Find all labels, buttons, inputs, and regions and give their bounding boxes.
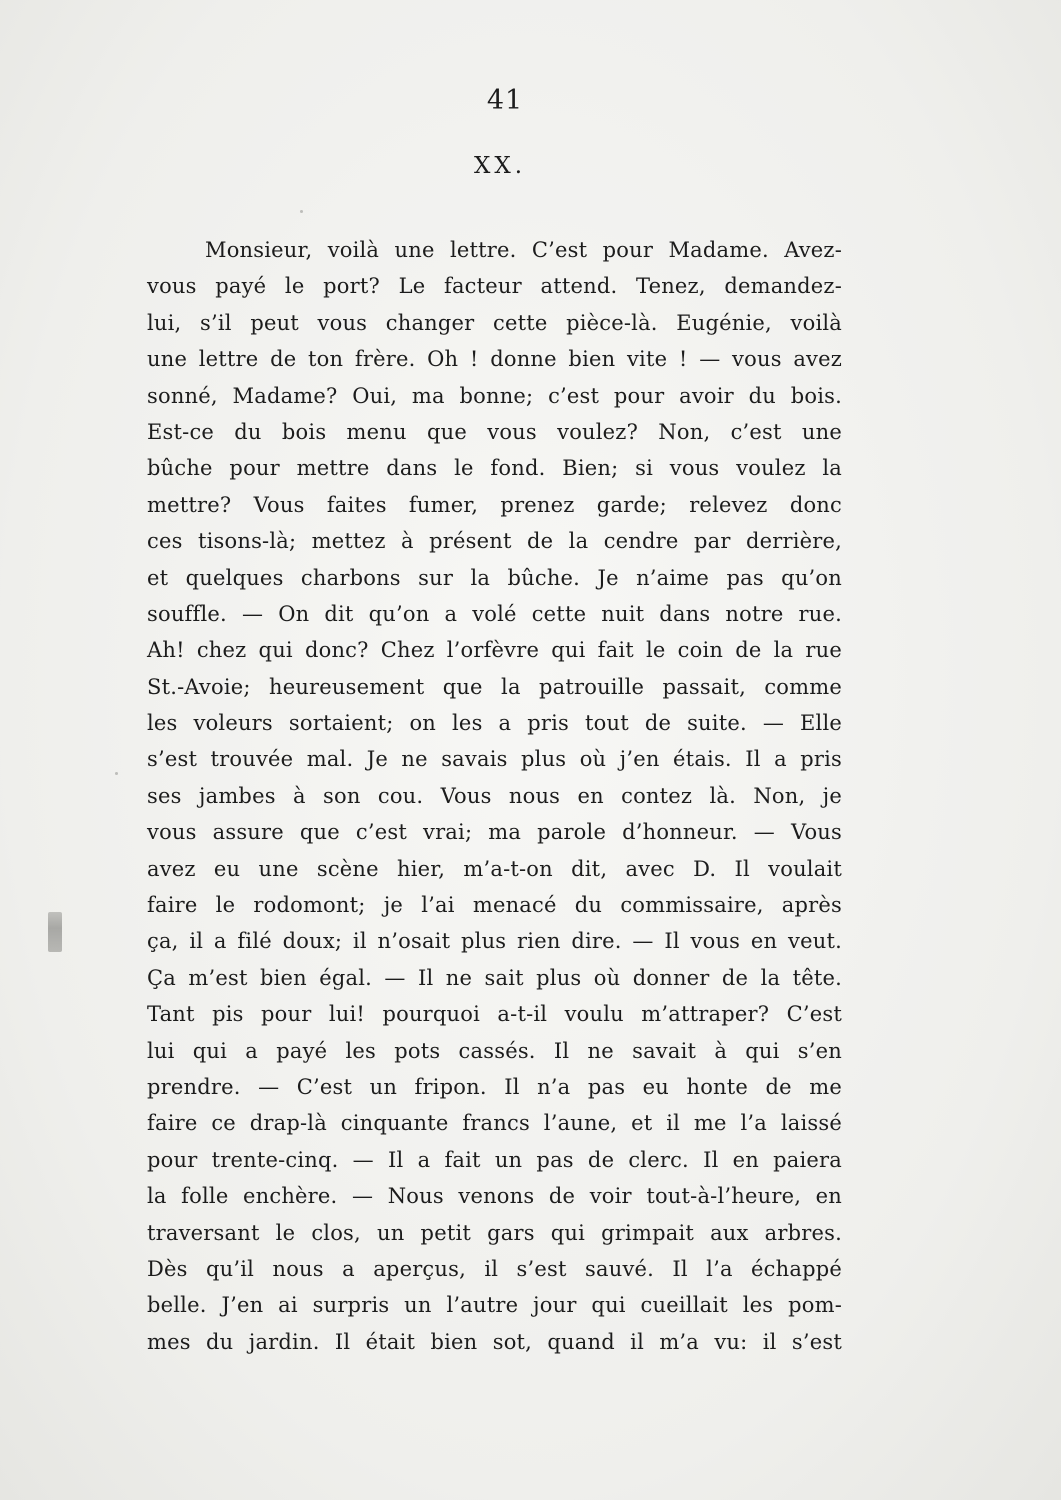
text-line: lui, s’il peut vous changer cette pièce-là. Eugénie, voilà [147, 310, 842, 335]
text-line: une lettre de ton frère. Oh ! donne bien vite ! — vous avez [147, 347, 842, 372]
text-line: pour trente-cinq. — Il a fait un pas de clerc. Il en paiera [147, 1147, 842, 1172]
text-line: mettre? Vous faites fumer, prenez garde; relevez donc [147, 492, 842, 517]
text-line: ces tisons-là; mettez à présent de la cendre par derrière, [147, 529, 842, 554]
body-paragraph [147, 232, 842, 1360]
text-line: Ça m’est bien égal. — Il ne sait plus où donner de la tête. [147, 965, 842, 990]
text-line: bûche pour mettre dans le fond. Bien; si vous voulez la [147, 456, 842, 481]
text-line: souffle. — On dit qu’on a volé cette nuit dans notre rue. [147, 601, 842, 626]
text-line: ça, il a filé doux; il n’osait plus rien dire. — Il vous en veut. [147, 929, 842, 954]
text-line: la folle enchère. — Nous venons de voir tout-à-l’heure, en [147, 1184, 842, 1209]
text-line: les voleurs sortaient; on les a pris tout de suite. — Elle [147, 711, 842, 736]
paper-speck [115, 772, 118, 775]
text-line: et quelques charbons sur la bûche. Je n’aime pas qu’on [147, 565, 842, 590]
text-line: sonné, Madame? Oui, ma bonne; c’est pour avoir du bois. [147, 383, 842, 408]
text-line: vous payé le port? Le facteur attend. Tenez, demandez- [147, 274, 842, 299]
text-line: vous assure que c’est vrai; ma parole d’honneur. — Vous [147, 820, 842, 845]
text-line: belle. J’en ai surpris un l’autre jour qui cueillait les pom- [147, 1293, 842, 1318]
text-line: traversant le clos, un petit gars qui grimpait aux arbres. [147, 1220, 842, 1245]
text-line: Monsieur, voilà une lettre. C’est pour Madame. Avez- [205, 238, 842, 262]
text-line: s’est trouvée mal. Je ne savais plus où j’en étais. Il a pris [147, 747, 842, 772]
margin-smudge [48, 912, 62, 952]
text-line: prendre. — C’est un fripon. Il n’a pas eu honte de me [147, 1074, 842, 1099]
text-line: Dès qu’il nous a aperçus, il s’est sauvé. Il l’a échappé [147, 1256, 842, 1281]
text-line: mes du jardin. Il était bien sot, quand il m’a vu: il s’est [147, 1329, 842, 1354]
text-line: faire le rodomont; je l’ai menacé du commissaire, après [147, 893, 842, 918]
text-line: Est-ce du bois menu que vous voulez? Non, c’est une [147, 419, 842, 444]
text-line: ses jambes à son cou. Vous nous en contez là. Non, je [147, 783, 842, 808]
text-line: avez eu une scène hier, m’a-t-on dit, avec D. Il voulait [147, 856, 842, 881]
text-line: Ah! chez qui donc? Chez l’orfèvre qui fait le coin de la rue [147, 638, 842, 663]
text-line: Tant pis pour lui! pourquoi a-t-il voulu m’attraper? C’est [147, 1002, 842, 1027]
paper-speck [300, 210, 303, 213]
text-line: lui qui a payé les pots cassés. Il ne savait à qui s’en [147, 1038, 842, 1063]
section-title: XX. [473, 153, 527, 179]
text-line: faire ce drap-là cinquante francs l’aune, et il me l’a laissé [147, 1111, 842, 1136]
page-number: 41 [486, 85, 524, 116]
text-line: St.-Avoie; heureusement que la patrouille passait, comme [147, 674, 842, 699]
